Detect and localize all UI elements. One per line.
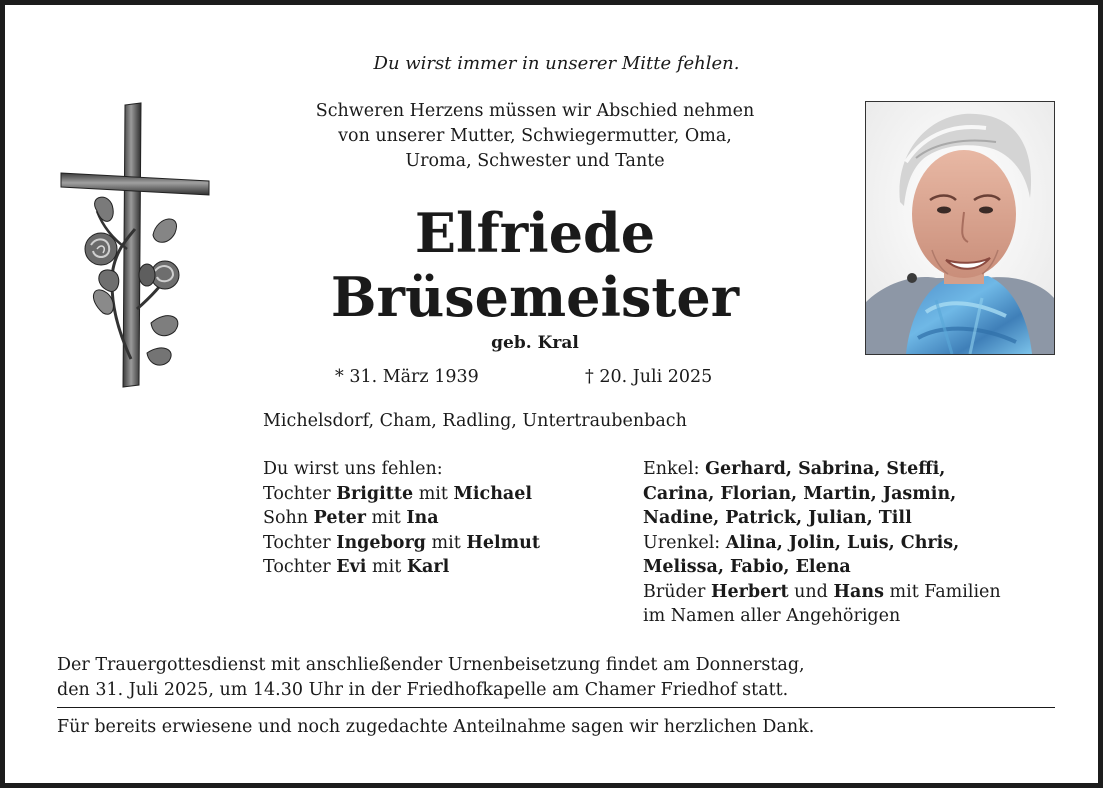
family-member: Sohn Peter mit Ina bbox=[263, 508, 439, 528]
brothers-line: Brüder Herbert und Hans mit Familien bbox=[643, 581, 1001, 602]
closing-line: im Namen aller Angehörigen bbox=[643, 606, 901, 626]
grandchildren-line: Enkel: Gerhard, Sabrina, Steffi, bbox=[643, 459, 946, 479]
places: Michelsdorf, Cham, Radling, Untertraubenbach bbox=[263, 411, 687, 431]
divider bbox=[57, 707, 1055, 708]
cross-icon bbox=[57, 99, 213, 389]
family-member: Tochter Evi mit Karl bbox=[263, 557, 450, 577]
intro-line: Schweren Herzens müssen wir Abschied nehmen bbox=[315, 101, 755, 121]
family-intro: Du wirst uns fehlen: bbox=[263, 459, 443, 479]
death-date: † 20. Juli 2025 bbox=[585, 367, 713, 387]
birth-name: geb. Kral bbox=[491, 333, 579, 353]
deceased-last-name: Brüsemeister bbox=[330, 265, 740, 329]
intro-line: Uroma, Schwester und Tante bbox=[405, 151, 665, 171]
intro-line: von unserer Mutter, Schwiegermutter, Oma, bbox=[338, 126, 732, 146]
portrait-photo bbox=[865, 101, 1055, 355]
service-line: den 31. Juli 2025, um 14.30 Uhr in der Friedhofkapelle am Chamer Friedhof statt. bbox=[57, 680, 789, 700]
service-line: Der Trauergottesdienst mit anschließender Urnenbeisetzung findet am Donnerstag, bbox=[57, 655, 805, 675]
birth-date: * 31. März 1939 bbox=[335, 367, 479, 387]
family-list-right bbox=[643, 457, 1001, 629]
grandchildren-line: Nadine, Patrick, Julian, Till bbox=[643, 508, 912, 528]
grandchildren-line: Carina, Florian, Martin, Jasmin, bbox=[643, 483, 957, 504]
family-member: Tochter Ingeborg mit Helmut bbox=[263, 532, 540, 553]
service-info bbox=[57, 653, 805, 703]
deceased-first-name: Elfriede bbox=[414, 201, 656, 265]
great-grandchildren-line: Urenkel: Alina, Jolin, Luis, Chris, bbox=[643, 532, 960, 553]
great-grandchildren-line: Melissa, Fabio, Elena bbox=[643, 557, 851, 577]
motto: Du wirst immer in unserer Mitte fehlen. bbox=[373, 53, 740, 74]
family-member: Tochter Brigitte mit Michael bbox=[263, 483, 533, 504]
family-list-left bbox=[263, 457, 540, 580]
thanks-text: Für bereits erwiesene und noch zugedachte Anteilnahme sagen wir herzlichen Dank. bbox=[57, 717, 815, 737]
